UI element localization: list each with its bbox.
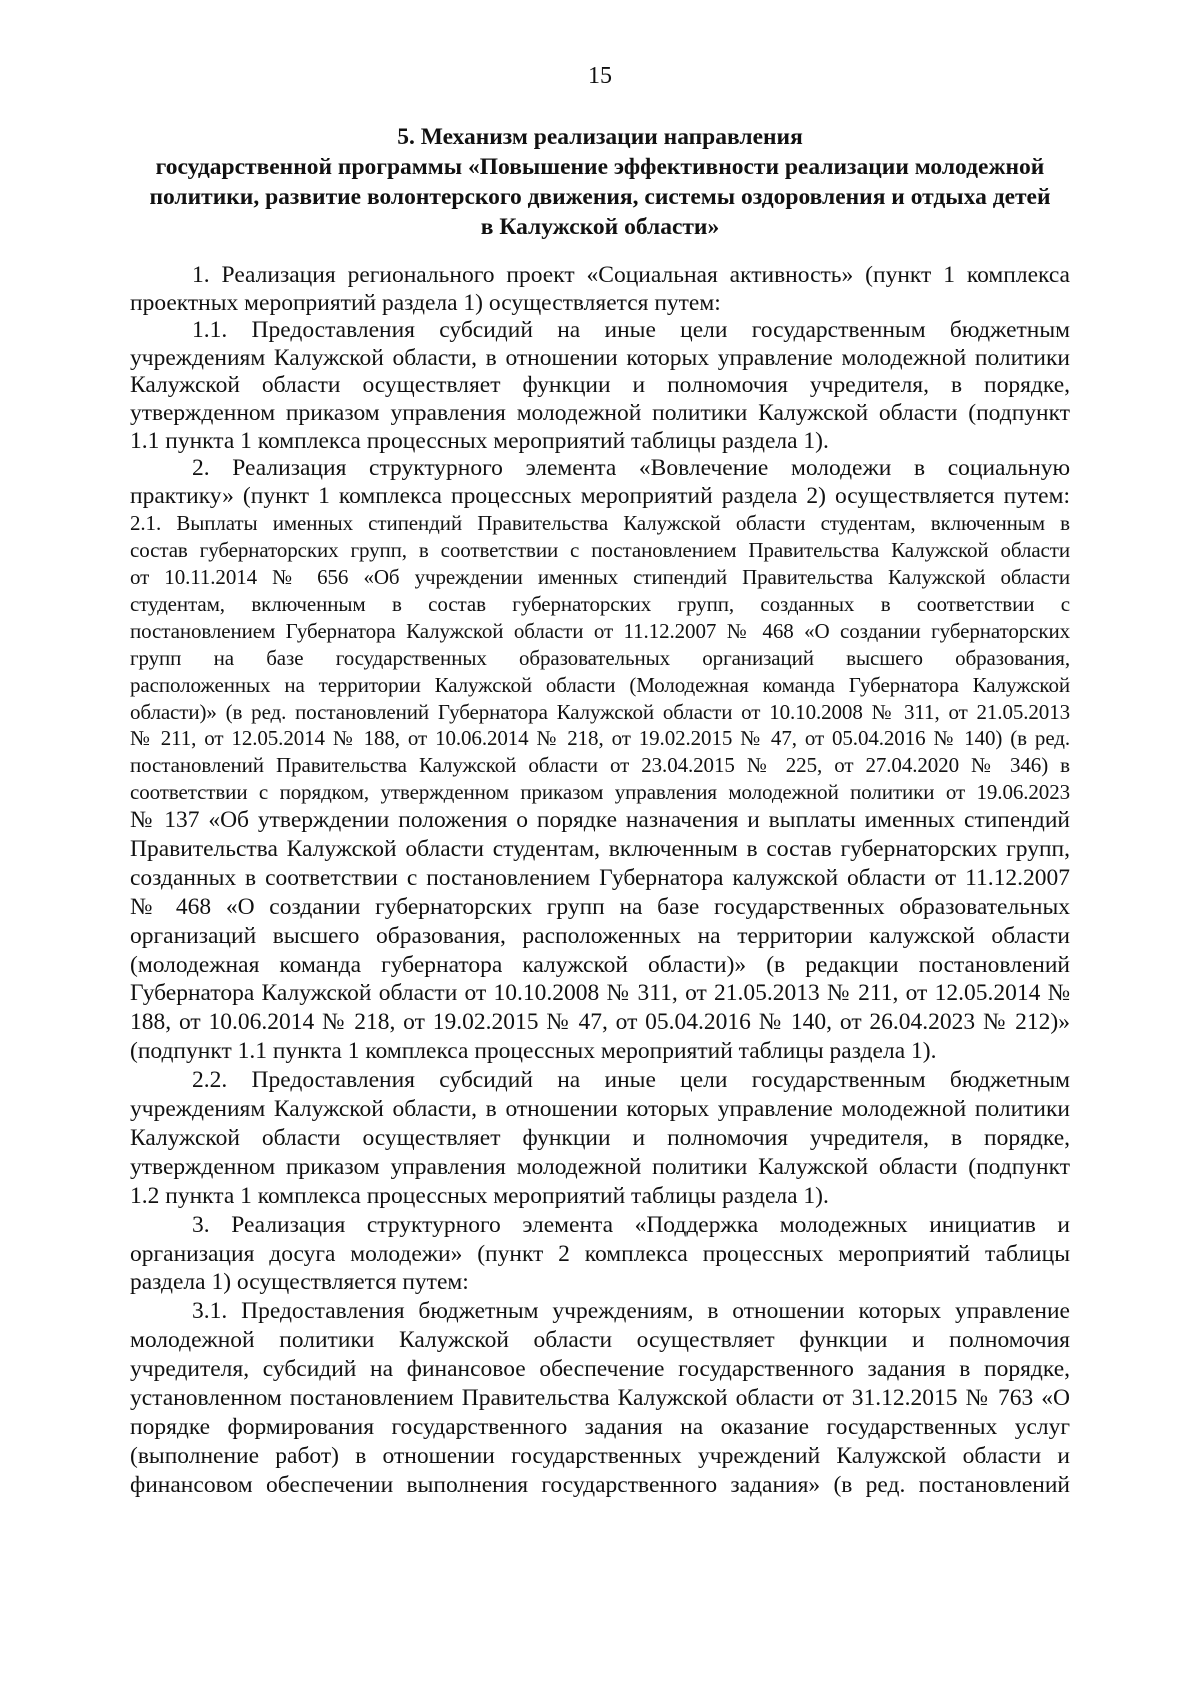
text-line: (подпункт 1.1 пункта 1 комплекса процессных мероприятий таблицы раздела 1).: [130, 1038, 937, 1065]
heading-line: государственной программы «Повышение эффективности реализации молодежной: [155, 154, 1045, 180]
text-line: 2.2. Предоставления субсидий на иные цели государственным бюджетным: [192, 1067, 1070, 1094]
page-number: 15: [588, 63, 612, 89]
text-line: учреждениям Калужской области, в отношении которых управление молодежной политики: [130, 344, 1070, 371]
document-body: [130, 262, 1070, 1500]
text-line: порядке формирования государственного задания на оказание государственных услуг: [130, 1413, 1070, 1440]
text-line: постановлением Губернатора Калужской области от 11.12.2007 № 468 «О создании губернаторских: [130, 618, 1070, 643]
text-line: (выполнение работ) в отношении государственных учреждений Калужской области и: [130, 1442, 1070, 1469]
heading-line: в Калужской области»: [480, 214, 720, 240]
text-line: практику» (пункт 1 комплекса процессных мероприятий раздела 2) осуществляется путем:: [130, 482, 1070, 509]
text-line: (молодежная команда губернатора калужской области)» (в редакции постановлений: [130, 951, 1070, 978]
text-line: 3.1. Предоставления бюджетным учреждениям, в отношении которых управление: [192, 1298, 1070, 1325]
text-line: утвержденном приказом управления молодежной политики Калужской области (подпункт: [130, 1153, 1070, 1180]
text-line: расположенных на территории Калужской области (Молодежная команда Губернатора Калужской: [130, 672, 1070, 697]
text-line: 3. Реализация структурного элемента «Поддержка молодежных инициатив и: [192, 1211, 1070, 1238]
text-line: финансовом обеспечении выполнения государственного задания» (в ред. постановлений: [130, 1471, 1070, 1498]
text-line: состав губернаторских групп, в соответствии с постановлением Правительства Калужской области: [130, 538, 1070, 563]
paragraph-block-1: [130, 262, 1070, 510]
text-line: Правительства Калужской области студентам, включенным в состав губернаторских групп,: [130, 836, 1070, 863]
text-line: созданных в соответствии с постановлением Губернатора калужской области от 11.12.2007: [130, 864, 1070, 891]
text-line: учредителя, субсидий на финансовое обеспечение государственного задания в порядке,: [130, 1356, 1070, 1383]
text-line: организация досуга молодежи» (пункт 2 комплекса процессных мероприятий таблицы: [130, 1240, 1070, 1267]
text-line: молодежной политики Калужской области осуществляет функции и полномочия: [130, 1327, 1070, 1354]
text-line: 2. Реализация структурного элемента «Вовлечение молодежи в социальную: [192, 455, 1070, 482]
paragraph-block-3: [130, 806, 1070, 1499]
text-line: студентам, включенным в состав губернаторских групп, созданных в соответствии с: [130, 592, 1070, 617]
section-heading: [130, 122, 1070, 242]
heading-line: политики, развитие волонтерского движения, системы оздоровления и отдыха детей: [149, 184, 1051, 210]
text-line: 1. Реализация регионального проект «Социальная активность» (пункт 1 комплекса: [192, 262, 1070, 288]
text-line: учреждениям Калужской области, в отношении которых управление молодежной политики: [130, 1096, 1070, 1123]
text-line: 188, от 10.06.2014 № 218, от 19.02.2015 № 47, от 05.04.2016 № 140, от 26.04.2023 № 212)»: [130, 1009, 1070, 1036]
text-line: Калужской области осуществляет функции и полномочия учредителя, в порядке,: [130, 1124, 1070, 1151]
heading-line: 5. Механизм реализации направления: [397, 124, 803, 150]
text-line: Калужской области осуществляет функции и полномочия учредителя, в порядке,: [130, 372, 1070, 399]
text-line: 1.1. Предоставления субсидий на иные цели государственным бюджетным: [192, 317, 1070, 344]
text-line: 1.2 пункта 1 комплекса процессных мероприятий таблицы раздела 1).: [130, 1182, 829, 1209]
text-line: № 137 «Об утверждении положения о порядке назначения и выплаты именных стипендий: [130, 807, 1070, 834]
text-line: проектных мероприятий раздела 1) осуществляется путем:: [130, 289, 721, 316]
text-line: № 211, от 12.05.2014 № 188, от 10.06.2014 № 218, от 19.02.2015 № 47, от 05.04.2016 № 140) (в ред.: [130, 726, 1070, 751]
text-line: 2.1. Выплаты именных стипендий Правительства Калужской области студентам, включенным в: [130, 511, 1070, 536]
text-line: соответствии с порядком, утвержденном приказом управления молодежной политики от 19.06.2023: [130, 780, 1070, 805]
text-line: раздела 1) осуществляется путем:: [130, 1269, 469, 1296]
text-line: установленном постановлением Правительства Калужской области от 31.12.2015 № 763 «О: [130, 1384, 1070, 1411]
text-line: организаций высшего образования, расположенных на территории калужской области: [130, 922, 1070, 949]
text-line: от 10.11.2014 № 656 «Об учреждении именных стипендий Правительства Калужской области: [130, 565, 1070, 590]
text-line: 1.1 пункта 1 комплекса процессных мероприятий таблицы раздела 1).: [130, 427, 829, 454]
text-line: постановлений Правительства Калужской области от 23.04.2015 № 225, от 27.04.2020 № 346) в: [130, 753, 1070, 778]
text-line: № 468 «О создании губернаторских групп на базе государственных образовательных: [130, 893, 1070, 920]
text-line: области)» (в ред. постановлений Губернатора Калужской области от 10.10.2008 № 311, от 21.05.2013: [130, 699, 1070, 724]
paragraph-block-2: [130, 510, 1070, 806]
text-line: Губернатора Калужской области от 10.10.2008 № 311, от 21.05.2013 № 211, от 12.05.2014 №: [130, 980, 1070, 1007]
text-line: групп на базе государственных образовательных организаций высшего образования,: [130, 645, 1070, 670]
text-line: утвержденном приказом управления молодежной политики Калужской области (подпункт: [130, 399, 1070, 426]
